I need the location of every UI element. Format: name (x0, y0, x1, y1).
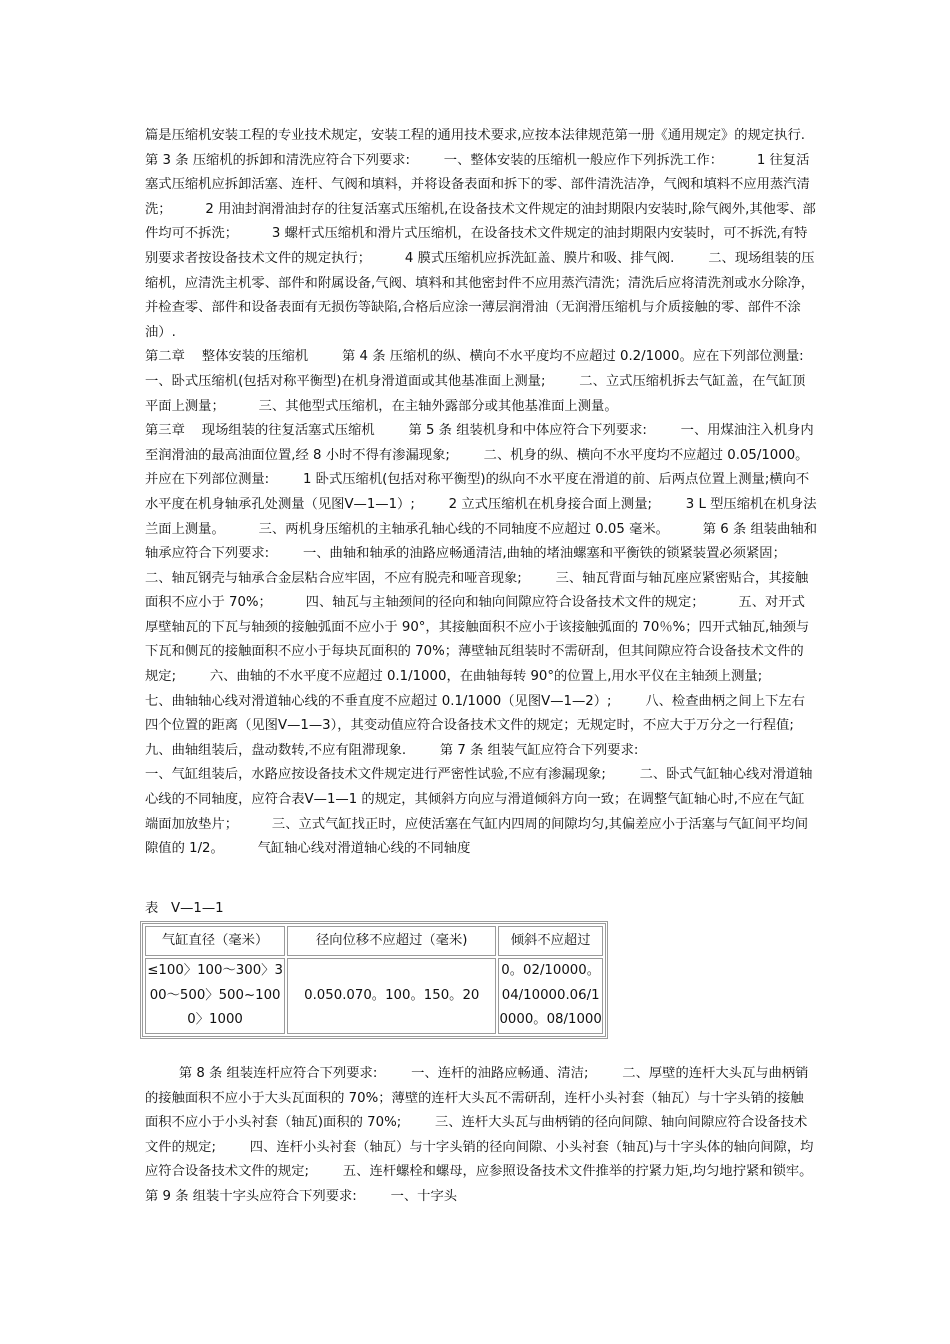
body-paragraph-main: 篇是压缩机安装工程的专业技术规定，安装工程的通用技术要求,应按本法律规范第一册《通用规定》的规定执行. 第 3 条 压缩机的拆卸和清洗应符合下列要求: 一、整体安装的压缩机一般应作下列拆洗工作： 1 往复活塞式压缩机应拆卸活塞、连杆、气阀和填料，并将设备表面和拆下的零、部件清洗洁净，气阀和填料不应用蒸汽清洗； 2 用油封润滑油封存的往复活塞式压缩机,在设备技术文件规定的油封期限内安装时,除气阀外,其他零、部件均可不拆洗； 3 螺杆式压缩机和滑片式压缩机，在设备技术文件规定的油封期限内安装时，可不拆洗,有特别要求者按设备技术文件的规定执行； 4 膜式压缩机应拆洗缸盖、膜片和吸、排气阀. 二、现场组装的压缩机，应清洗主机零、部件和附属设备,气阀、填料和其他密封件不应用蒸汽清洗；清洗后应将清洗剂或水分除净，并检查零、部件和设备表面有无损伤等缺陷,合格后应涂一薄层润滑油（无润滑压缩机与介质接触的零、部件不涂油）. 第二章 整体安装的压缩机 第 4 条 压缩机的纵、横向不水平度均不应超过 0.2/1000。应在下列部位测量: 一、卧式压缩机(包括对称平衡型)在机身滑道面或其他基准面上测量; 二、立式压缩机拆去气缸盖，在气缸顶平面上测量； 三、其他型式压缩机，在主轴外露部分或其他基准面上测量。 第三章 现场组装的往复活塞式压缩机 第 5 条 组装机身和中体应符合下列要求: 一、用煤油注入机身内至润滑油的最高油面位置,经 8 小时不得有渗漏现象; 二、机身的纵、横向不水平度均不应超过 0.05/1000。并应在下列部位测量: 1 卧式压缩机(包括对称平衡型)的纵向不水平度在滑道的前、后两点位置上测量;横向不水平度在机身轴承孔处测量（见图Ⅴ—1—1）; 2 立式压缩机在机身接合面上测量; 3 L 型压缩机在机身法兰面上测量。 三、两机身压缩机的主轴承孔轴心线的不同轴度不应超过 0.05 毫米。 第 6 条 组装曲轴和轴承应符合下列要求: 一、曲轴和轴承的油路应畅通清洁,曲轴的堵油螺塞和平衡铁的锁紧装置必须紧固； 二、轴瓦钢壳与轴承合金层粘合应牢固，不应有脱壳和哑音现象; 三、轴瓦背面与轴瓦座应紧密贴合，其接触面积不应小于 70%； 四、轴瓦与主轴颈间的径向和轴向间隙应符合设备技术文件的规定； 五、对开式厚壁轴瓦的下瓦与轴颈的接触弧面不应小于 90°，其接触面积不应小于该接触弧面的 70％%；四开式轴瓦,轴颈与下瓦和侧瓦的接触面积不应小于每块瓦面积的 70%；薄壁轴瓦组装时不需研刮，但其间隙应符合设备技术文件的规定; 六、曲轴的不水平度不应超过 0.1/1000，在曲轴每转 90°的位置上,用水平仪在主轴颈上测量; 七、曲轴轴心线对滑道轴心线的不垂直度不应超过 0.1/1000（见图Ⅴ—1—2）; 八、检查曲柄之间上下左右四个位置的距离（见图Ⅴ—1—3），其变动值应符合设备技术文件的规定；无规定时，不应大于万分之一行程值; 九、曲轴组装后，盘动数转,不应有阻滞现象. 第 7 条 组装气缸应符合下列要求: 一、气缸组装后，水路应按设备技术文件规定进行严密性试验,不应有渗漏现象; 二、卧式气缸轴心线对滑道轴心线的不同轴度，应符合表Ⅴ—1—1 的规定，其倾斜方向应与滑道倾斜方向一致；在调整气缸轴心时,不应在气缸端面加放垫片； 三、立式气缸找正时，应使活塞在气缸内四周的间隙均匀,其偏差应小于活塞与气缸间平均间隙值的 1/2。 气缸轴心线对滑道轴心线的不同轴度 (145, 128, 817, 857)
header-diameter: 气缸直径（毫米） (145, 926, 285, 956)
header-radial-offset: 径向位移不应超过（毫米) (287, 926, 496, 956)
table-row (145, 958, 603, 1034)
body-paragraph-tail: 第 8 条 组装连杆应符合下列要求: 一、连杆的油路应畅通、清洁; 二、厚壁的连杆大头瓦与曲柄销的接触面积不应小于大头瓦面积的 70%；薄壁的连杆大头瓦不需研刮，连杆小头衬套（轴瓦）与十字头销的接触面积不应小于小头衬套（轴瓦)面积的 70%; 三、连杆大头瓦与曲柄销的径向间隙、轴向间隙应符合设备技术文件的规定; 四、连杆小头衬套（轴瓦）与十字头销的径向间隙、小头衬套（轴瓦)与十字头体的轴向间隙，均应符合设备技术文件的规定; 五、连杆螺栓和螺母，应参照设备技术文件推举的拧紧力矩,均匀地拧紧和锁牢。 第 9 条 组装十字头应符合下列要求: 一、十字头 (145, 1066, 847, 1204)
header-tilt: 倾斜不应超过 (498, 926, 603, 956)
cell-tilt: 0。02/10000。04/10000.06/10000。08/1000 (498, 958, 603, 1034)
table-header-row (145, 926, 603, 956)
cell-diameter: ≤100〉100～300〉300～500〉500~1000〉1000 (145, 958, 285, 1034)
coaxiality-table (140, 921, 608, 1039)
cell-radial-offset: 0.050.070。100。150。20 (287, 958, 496, 1034)
table-caption: 表 Ⅴ—1—1 (145, 901, 224, 916)
